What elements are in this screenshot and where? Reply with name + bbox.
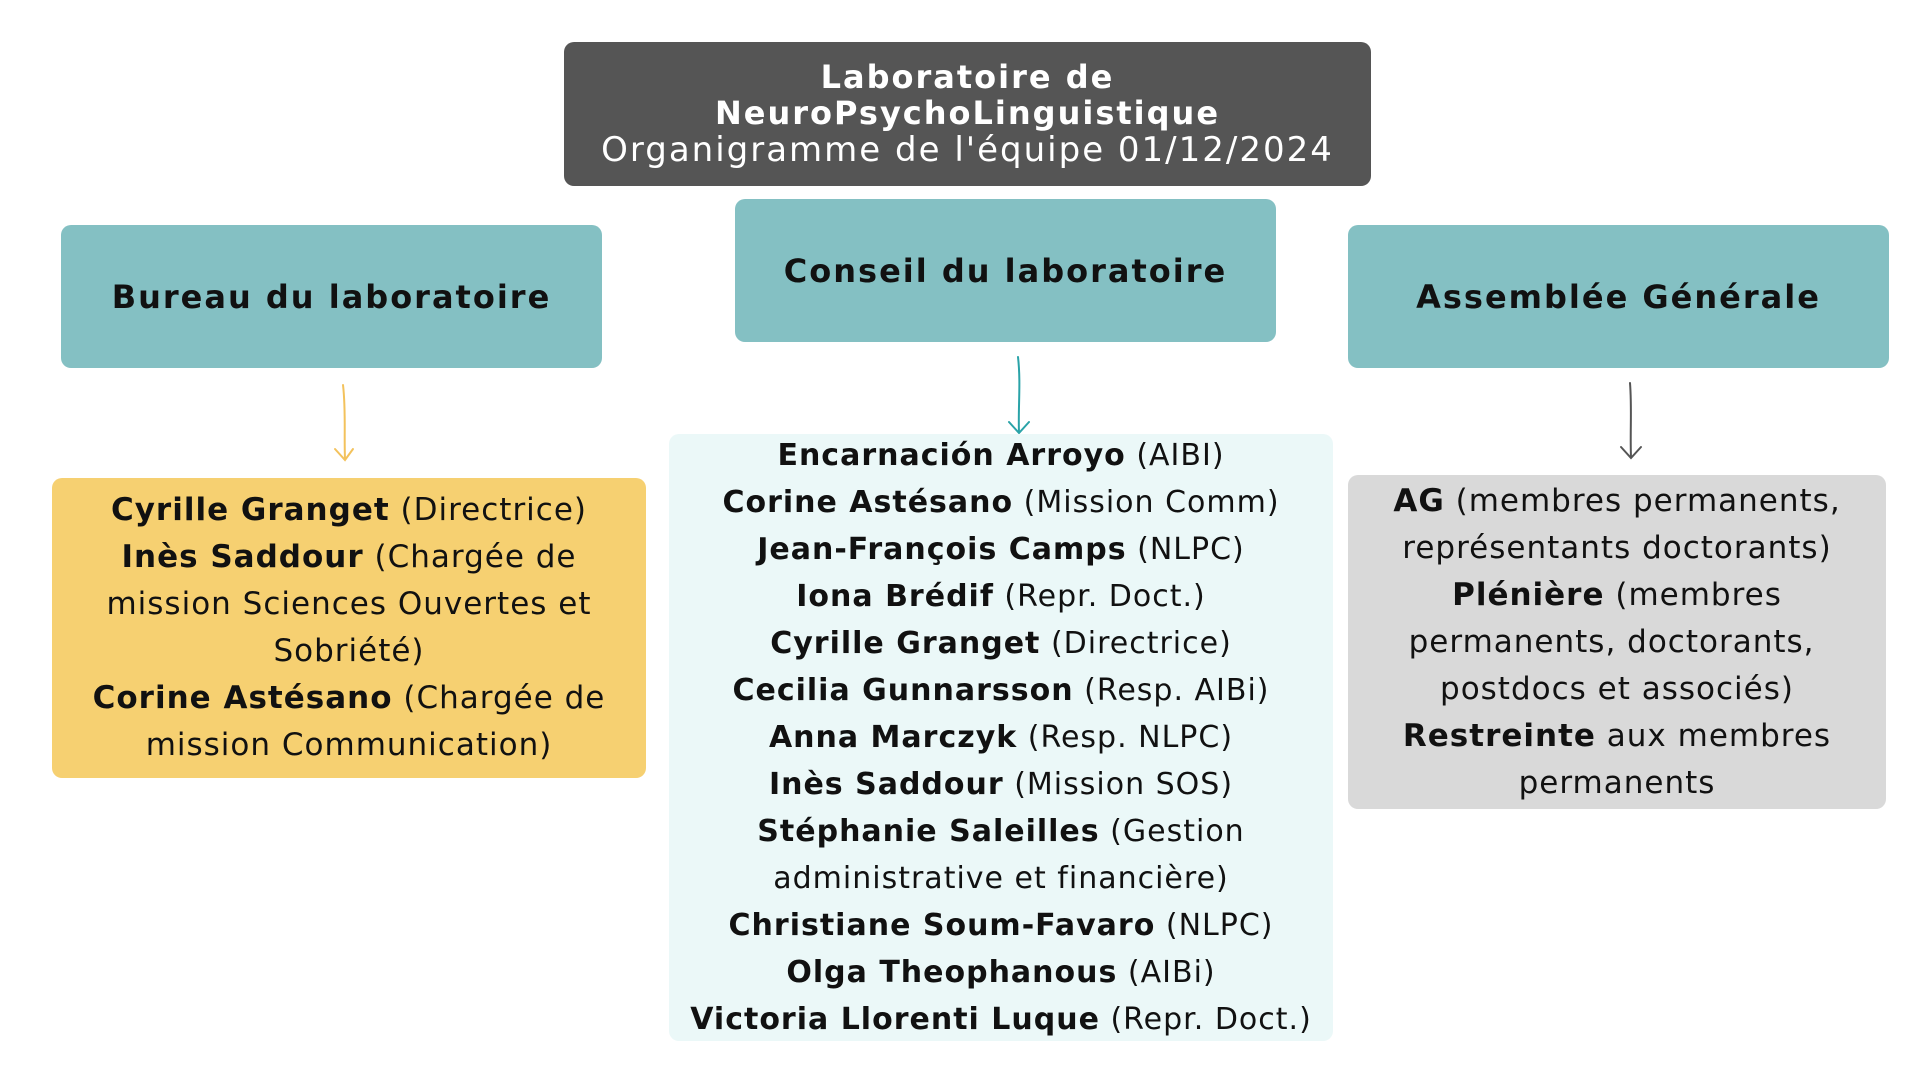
conseil-line bbox=[757, 526, 1245, 573]
conseil-line bbox=[786, 949, 1215, 996]
conseil-member-role: (Gestion bbox=[1099, 814, 1245, 849]
ag-line bbox=[1402, 525, 1831, 572]
bureau-member-role: (Chargée de bbox=[392, 680, 606, 716]
arrow-ag bbox=[1621, 383, 1641, 458]
bureau-members-box bbox=[52, 478, 646, 778]
conseil-line bbox=[769, 714, 1233, 761]
conseil-member-role: (Resp. NLPC) bbox=[1017, 720, 1234, 755]
conseil-line bbox=[757, 808, 1244, 855]
ag-line bbox=[1409, 619, 1826, 666]
bureau-member-role: mission Sciences Ouvertes et bbox=[106, 586, 592, 622]
title-line-2: NeuroPsychoLinguistique bbox=[714, 94, 1221, 132]
bureau-member-name: Corine Astésano bbox=[92, 680, 393, 716]
conseil-line bbox=[769, 761, 1233, 808]
ag-member-name: AG bbox=[1393, 482, 1445, 519]
bureau-line bbox=[146, 722, 553, 769]
conseil-line bbox=[773, 855, 1228, 902]
conseil-member-role: (NLPC) bbox=[1155, 908, 1274, 943]
ag-line bbox=[1519, 760, 1716, 807]
conseil-member-role: (AIBI) bbox=[1125, 438, 1225, 473]
conseil-member-role: (Repr. Doct.) bbox=[1099, 1002, 1312, 1037]
arrow-conseil bbox=[1009, 357, 1029, 433]
title-line-1: Laboratoire de bbox=[820, 58, 1115, 96]
conseil-member-name: Corine Astésano bbox=[722, 485, 1014, 520]
conseil-members-box bbox=[669, 434, 1333, 1041]
conseil-line bbox=[729, 902, 1274, 949]
bureau-line bbox=[106, 581, 591, 628]
conseil-member-name: Cyrille Granget bbox=[770, 626, 1041, 661]
conseil-member-name: Inès Saddour bbox=[768, 767, 1004, 802]
arrow-bureau bbox=[335, 385, 353, 460]
conseil-member-role: (Mission SOS) bbox=[1003, 767, 1234, 802]
ag-line bbox=[1393, 478, 1840, 525]
conseil-member-name: Christiane Soum-Favaro bbox=[728, 908, 1156, 943]
ag-member-role: permanents bbox=[1518, 764, 1716, 801]
ag-member-role: (membres bbox=[1604, 576, 1782, 613]
conseil-member-role: (Mission Comm) bbox=[1013, 485, 1280, 520]
conseil-member-name: Encarnación Arroyo bbox=[777, 438, 1126, 473]
ag-member-name: Plénière bbox=[1452, 576, 1605, 613]
conseil-member-role: (AIBi) bbox=[1117, 955, 1216, 990]
header-conseil: Conseil du laboratoire bbox=[735, 199, 1276, 342]
conseil-member-role: (NLPC) bbox=[1126, 532, 1245, 567]
header-bureau: Bureau du laboratoire bbox=[61, 225, 602, 368]
ag-line bbox=[1403, 713, 1831, 760]
conseil-member-name: Jean-François Camps bbox=[757, 532, 1127, 567]
bureau-member-role: (Chargée de bbox=[363, 539, 577, 575]
bureau-line bbox=[93, 675, 606, 722]
bureau-member-name: Inès Saddour bbox=[121, 539, 364, 575]
ag-member-role: aux membres bbox=[1595, 717, 1832, 754]
ag-line bbox=[1440, 666, 1794, 713]
conseil-line bbox=[770, 620, 1232, 667]
ag-line bbox=[1452, 572, 1782, 619]
title-subtitle: Organigramme de l'équipe 01/12/2024 bbox=[601, 130, 1334, 170]
ag-member-role: (membres permanents, bbox=[1444, 482, 1841, 519]
conseil-line bbox=[722, 479, 1279, 526]
conseil-line bbox=[796, 573, 1205, 620]
conseil-line bbox=[732, 667, 1269, 714]
bureau-member-role: mission Communication) bbox=[145, 727, 553, 763]
conseil-member-name: Iona Brédif bbox=[796, 579, 994, 614]
conseil-member-role: administrative et financière) bbox=[773, 861, 1229, 896]
conseil-member-role: (Repr. Doct.) bbox=[993, 579, 1206, 614]
conseil-member-name: Cecilia Gunnarsson bbox=[732, 673, 1074, 708]
header-assemblee-generale: Assemblée Générale bbox=[1348, 225, 1889, 368]
conseil-member-name: Victoria Llorenti Luque bbox=[690, 1002, 1100, 1037]
assemblee-generale-box bbox=[1348, 475, 1886, 809]
conseil-member-name: Anna Marczyk bbox=[768, 720, 1018, 755]
bureau-member-role: (Directrice) bbox=[389, 492, 588, 528]
conseil-member-role: (Directrice) bbox=[1040, 626, 1232, 661]
ag-member-role: permanents, doctorants, bbox=[1408, 623, 1826, 660]
bureau-line bbox=[111, 487, 587, 534]
conseil-member-role: (Resp. AIBi) bbox=[1073, 673, 1270, 708]
ag-member-name: Restreinte bbox=[1402, 717, 1596, 754]
conseil-member-name: Stéphanie Saleilles bbox=[757, 814, 1100, 849]
bureau-line bbox=[121, 534, 576, 581]
conseil-line bbox=[690, 996, 1312, 1043]
ag-member-role: postdocs et associés) bbox=[1440, 670, 1794, 707]
bureau-line bbox=[273, 628, 424, 675]
conseil-member-name: Olga Theophanous bbox=[786, 955, 1118, 990]
bureau-member-role: Sobriété) bbox=[273, 633, 425, 669]
conseil-line bbox=[777, 432, 1224, 479]
bureau-member-name: Cyrille Granget bbox=[110, 492, 390, 528]
ag-member-role: représentants doctorants) bbox=[1402, 529, 1832, 566]
